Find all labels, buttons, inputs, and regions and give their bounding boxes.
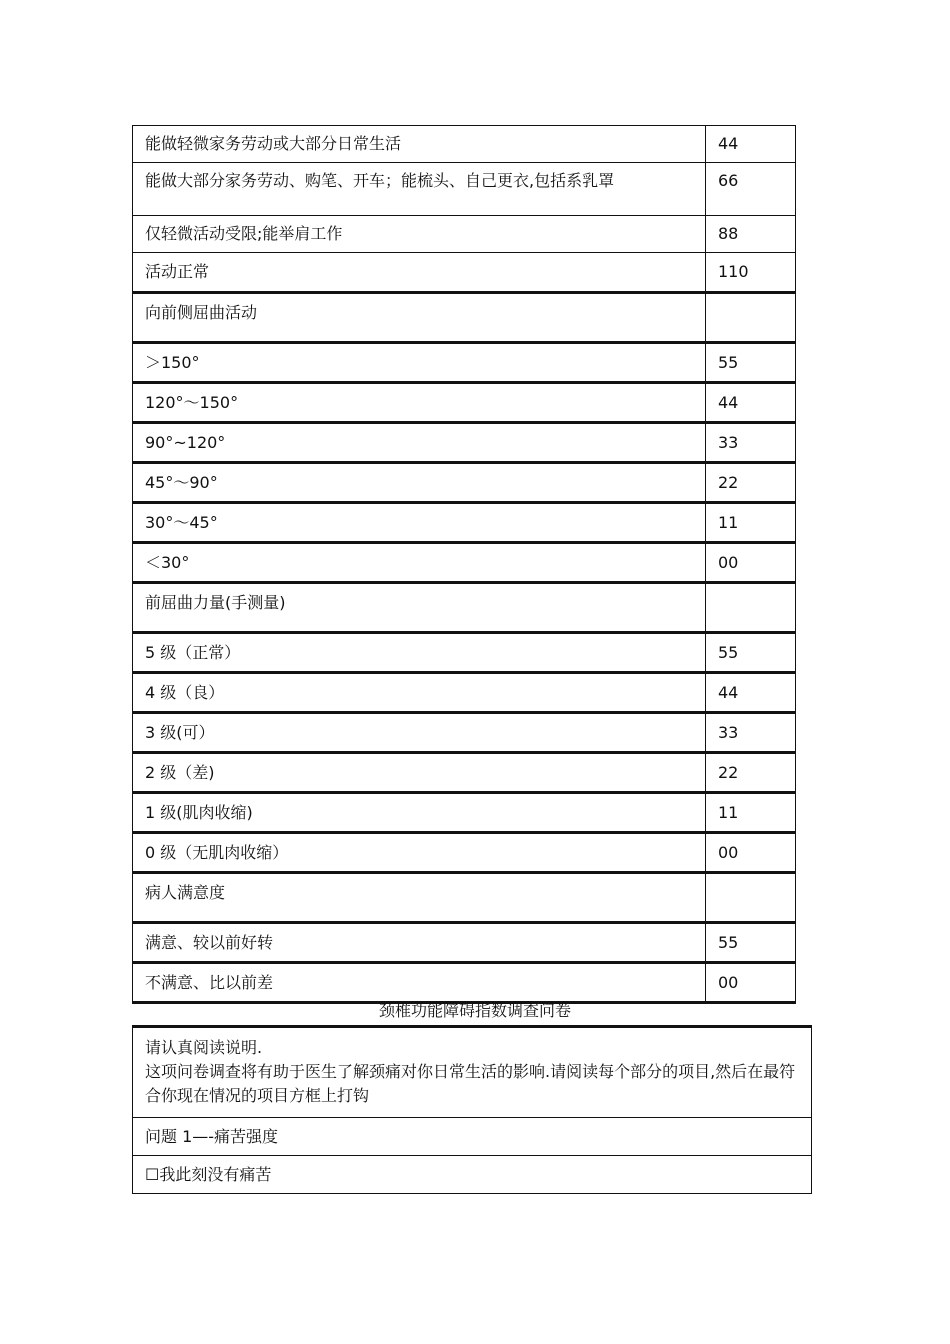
table-row: [133, 633, 796, 673]
row-score: 33: [706, 713, 796, 753]
row-score: 55: [706, 923, 796, 963]
row-score: 22: [706, 753, 796, 793]
option-checkbox-label[interactable]: ☐我此刻没有痛苦: [133, 1156, 812, 1194]
row-score: 00: [706, 833, 796, 873]
row-score: 44: [706, 673, 796, 713]
table-row: [133, 923, 796, 963]
table-row: [133, 833, 796, 873]
instructions-row: [133, 1027, 812, 1118]
section-title: 向前侧屈曲活动: [133, 293, 706, 343]
row-score: 33: [706, 423, 796, 463]
row-score: 00: [706, 963, 796, 1003]
instructions-title: 请认真阅读说明.: [145, 1038, 263, 1057]
neck-disability-questionnaire: [132, 1025, 812, 1194]
row-score: 88: [706, 216, 796, 253]
section-header-row: [133, 293, 796, 343]
section-title: 前屈曲力量(手测量): [133, 583, 706, 633]
table-row: [133, 673, 796, 713]
row-score: 55: [706, 343, 796, 383]
table-row: [133, 543, 796, 583]
row-label: 能做轻微家务劳动或大部分日常生活: [133, 126, 706, 163]
row-label: 不满意、比以前差: [133, 963, 706, 1003]
section-title: 病人满意度: [133, 873, 706, 923]
row-label: ＞150°: [133, 343, 706, 383]
table-row: [133, 713, 796, 753]
row-score: [706, 583, 796, 633]
row-score: [706, 293, 796, 343]
table-row: [133, 753, 796, 793]
questionnaire-title: 颈椎功能障碍指数调查问卷: [378, 1001, 571, 1020]
row-score: 44: [706, 126, 796, 163]
option-row: [133, 1156, 812, 1194]
row-score: 55: [706, 633, 796, 673]
instructions-body: 这项问卷调查将有助于医生了解颈痛对你日常生活的影响.请阅读每个部分的项目,然后在最符合你现在情况的项目方框上打钩: [145, 1062, 796, 1105]
table-row: [133, 383, 796, 423]
table-row: [133, 126, 796, 163]
table-row: [133, 503, 796, 543]
row-label: 能做大部分家务劳动、购笔、开车；能梳头、自己更衣,包括系乳罩: [133, 163, 706, 216]
row-label: 1 级(肌肉收缩): [133, 793, 706, 833]
row-label: 45°～90°: [133, 463, 706, 503]
row-score: [706, 873, 796, 923]
row-label: 120°～150°: [133, 383, 706, 423]
row-label: 活动正常: [133, 253, 706, 293]
row-score: 11: [706, 793, 796, 833]
row-score: 22: [706, 463, 796, 503]
row-score: 44: [706, 383, 796, 423]
question-row: [133, 1118, 812, 1156]
row-label: 2 级（差): [133, 753, 706, 793]
table-row: [133, 793, 796, 833]
row-label: 3 级(可）: [133, 713, 706, 753]
row-label: ＜30°: [133, 543, 706, 583]
table-row: [133, 463, 796, 503]
section-header-row: [133, 583, 796, 633]
table-row: [133, 163, 796, 216]
row-label: 5 级（正常）: [133, 633, 706, 673]
row-label: 满意、较以前好转: [133, 923, 706, 963]
row-label: 90°~120°: [133, 423, 706, 463]
shoulder-score-table: [132, 125, 796, 1004]
row-score: 11: [706, 503, 796, 543]
section-header-row: [133, 873, 796, 923]
table-row: [133, 423, 796, 463]
table-row: [133, 963, 796, 1003]
instructions-cell: [133, 1027, 812, 1118]
question-title: 问题 1—-痛苦强度: [133, 1118, 812, 1156]
row-label: 0 级（无肌肉收缩）: [133, 833, 706, 873]
row-label: 仅轻微活动受限;能举肩工作: [133, 216, 706, 253]
table-row: [133, 216, 796, 253]
row-label: 30°～45°: [133, 503, 706, 543]
row-label: 4 级（良）: [133, 673, 706, 713]
row-score: 66: [706, 163, 796, 216]
table-row: [133, 253, 796, 293]
row-score: 00: [706, 543, 796, 583]
row-score: 110: [706, 253, 796, 293]
table-row: [133, 343, 796, 383]
